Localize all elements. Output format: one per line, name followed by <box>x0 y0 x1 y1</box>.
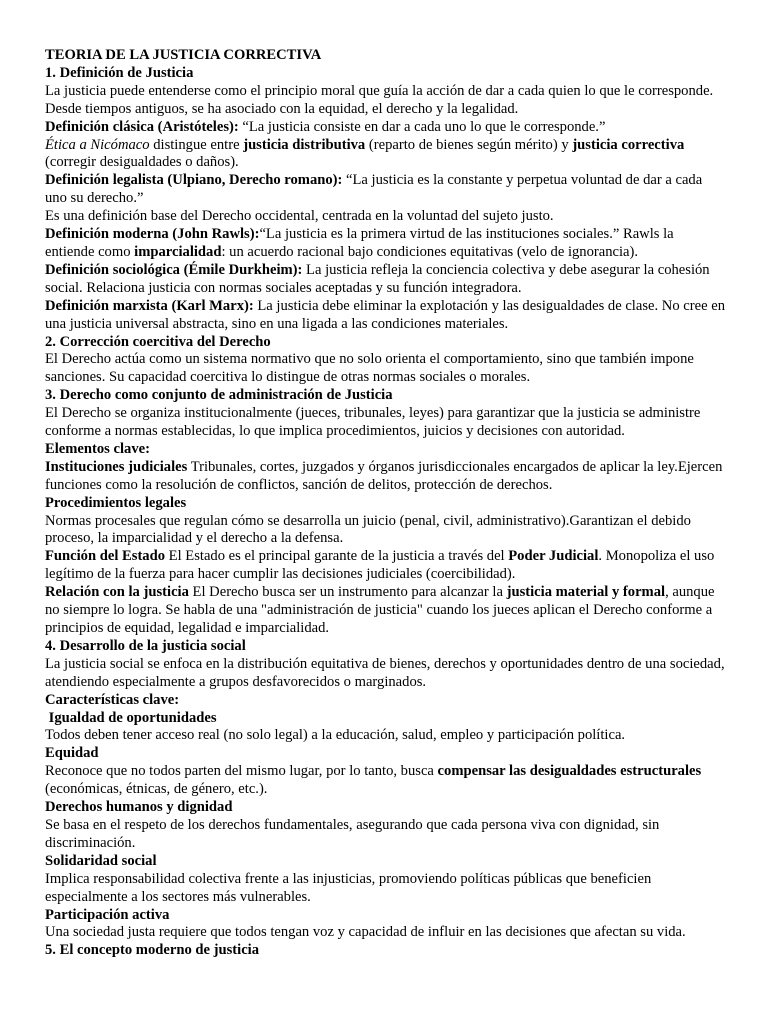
definicion-sociologica: Definición sociológica (Émile Durkheim): La justicia refleja la conciencia colectiva y debe asegurar la cohesión social. Relaciona justicia con normas sociales aceptadas y su función integradora. <box>45 261 710 296</box>
solidaridad-text: Implica responsabilidad colectiva frente a las injusticias, promoviendo políticas públicas que beneficien especialmente a los sectores más vulnerables. <box>45 870 652 905</box>
relacion-con-la-justicia: Relación con la justicia El Derecho busca ser un instrumento para alcanzar la justicia material y formal, aunque no siempre lo logra. Se habla de una "administración de justicia" cuando los jueces aplican el Derecho conforme a principios de equidad, legalidad e imparcialidad. <box>45 584 715 636</box>
section-1-intro: La justicia puede entenderse como el principio moral que guía la acción de dar a cada quien lo que le corresponde. Desde tiempos antiguos, se ha asociado con la equidad, el derecho y la legalidad. <box>45 82 714 117</box>
solidaridad-heading: Solidaridad social <box>45 852 157 869</box>
document-page <box>45 47 725 960</box>
igualdad-text: Todos deben tener acceso real (no solo legal) a la educación, salud, empleo y participación política. <box>45 727 626 744</box>
equidad-text: Reconoce que no todos parten del mismo lugar, por lo tanto, busca compensar las desigualdades estructurales (económicas, étnicas, de género, etc.). <box>45 763 702 798</box>
definicion-marxista: Definición marxista (Karl Marx): La justicia debe eliminar la explotación y las desigualdades de clase. No cree en una justicia universal abstracta, sino en una ligada a las condiciones materiales. <box>45 297 725 332</box>
caracteristicas-clave-heading: Características clave: <box>45 691 180 708</box>
section-5-heading: 5. El concepto moderno de justicia <box>45 942 260 959</box>
section-1-heading: 1. Definición de Justicia <box>45 64 194 81</box>
definicion-legalista: Definición legalista (Ulpiano, Derecho romano): “La justicia es la constante y perpetua voluntad de dar a cada uno su derecho.” <box>45 172 703 207</box>
section-3-text: El Derecho se organiza institucionalmente (jueces, tribunales, leyes) para garantizar que la justicia se administre conforme a normas establecidas, lo que implica procedimientos, juicios y decisiones con autoridad. <box>45 405 701 440</box>
procedimientos-legales-text: Normas procesales que regulan cómo se desarrolla un juicio (penal, civil, administrativo).Garantizan el debido proceso, la imparcialidad y el derecho a la defensa. <box>45 512 691 547</box>
instituciones-judiciales: Instituciones judiciales Tribunales, cortes, juzgados y órganos jurisdiccionales encargados de aplicar la ley.Ejercen funciones como la resolución de conflictos, sanción de delitos, protección de derechos. <box>45 458 723 493</box>
participacion-text: Una sociedad justa requiere que todos tengan voz y capacidad de influir en las decisiones que afectan su vida. <box>45 924 686 941</box>
section-2-text: El Derecho actúa como un sistema normativo que no solo orienta el comportamiento, sino que también impone sanciones. Su capacidad coercitiva lo distingue de otras normas sociales o morales. <box>45 351 694 386</box>
funcion-del-estado: Función del Estado El Estado es el principal garante de la justicia a través del Poder Judicial. Monopoliza el uso legítimo de la fuerza para hacer cumplir las decisiones judiciales (coercibilidad). <box>45 548 715 583</box>
etica-nicomaco: Ética a Nicómaco distingue entre justicia distributiva (reparto de bienes según mérito) y justicia correctiva (corregir desigualdades o daños). <box>45 136 685 171</box>
section-3-heading: 3. Derecho como conjunto de administración de Justicia <box>45 387 393 404</box>
elementos-clave-heading: Elementos clave: <box>45 440 150 457</box>
definicion-clasica: Definición clásica (Aristóteles): “La justicia consiste en dar a cada uno lo que le corresponde.” <box>45 118 606 135</box>
section-4-text: La justicia social se enfoca en la distribución equitativa de bienes, derechos y oportunidades dentro de una sociedad, atendiendo especialmente a grupos desfavorecidos o marginados. <box>45 655 725 690</box>
section-4-heading: 4. Desarrollo de la justicia social <box>45 637 246 654</box>
igualdad-heading: Igualdad de oportunidades <box>45 709 217 726</box>
equidad-heading: Equidad <box>45 745 99 762</box>
participacion-heading: Participación activa <box>45 906 170 923</box>
document-title: TEORIA DE LA JUSTICIA CORRECTIVA <box>45 47 322 63</box>
section-2-heading: 2. Corrección coercitiva del Derecho <box>45 333 271 350</box>
derechos-humanos-text: Se basa en el respeto de los derechos fundamentales, asegurando que cada persona viva con dignidad, sin discriminación. <box>45 816 660 851</box>
derechos-humanos-heading: Derechos humanos y dignidad <box>45 799 233 816</box>
definicion-moderna: Definición moderna (John Rawls):“La justicia es la primera virtud de las instituciones sociales.” Rawls la entiende como imparcialidad: un acuerdo racional bajo condiciones equitativas (velo de ignorancia). <box>45 226 674 260</box>
definicion-base: Es una definición base del Derecho occidental, centrada en la voluntad del sujeto justo. <box>45 208 554 225</box>
procedimientos-legales-heading: Procedimientos legales <box>45 494 187 511</box>
